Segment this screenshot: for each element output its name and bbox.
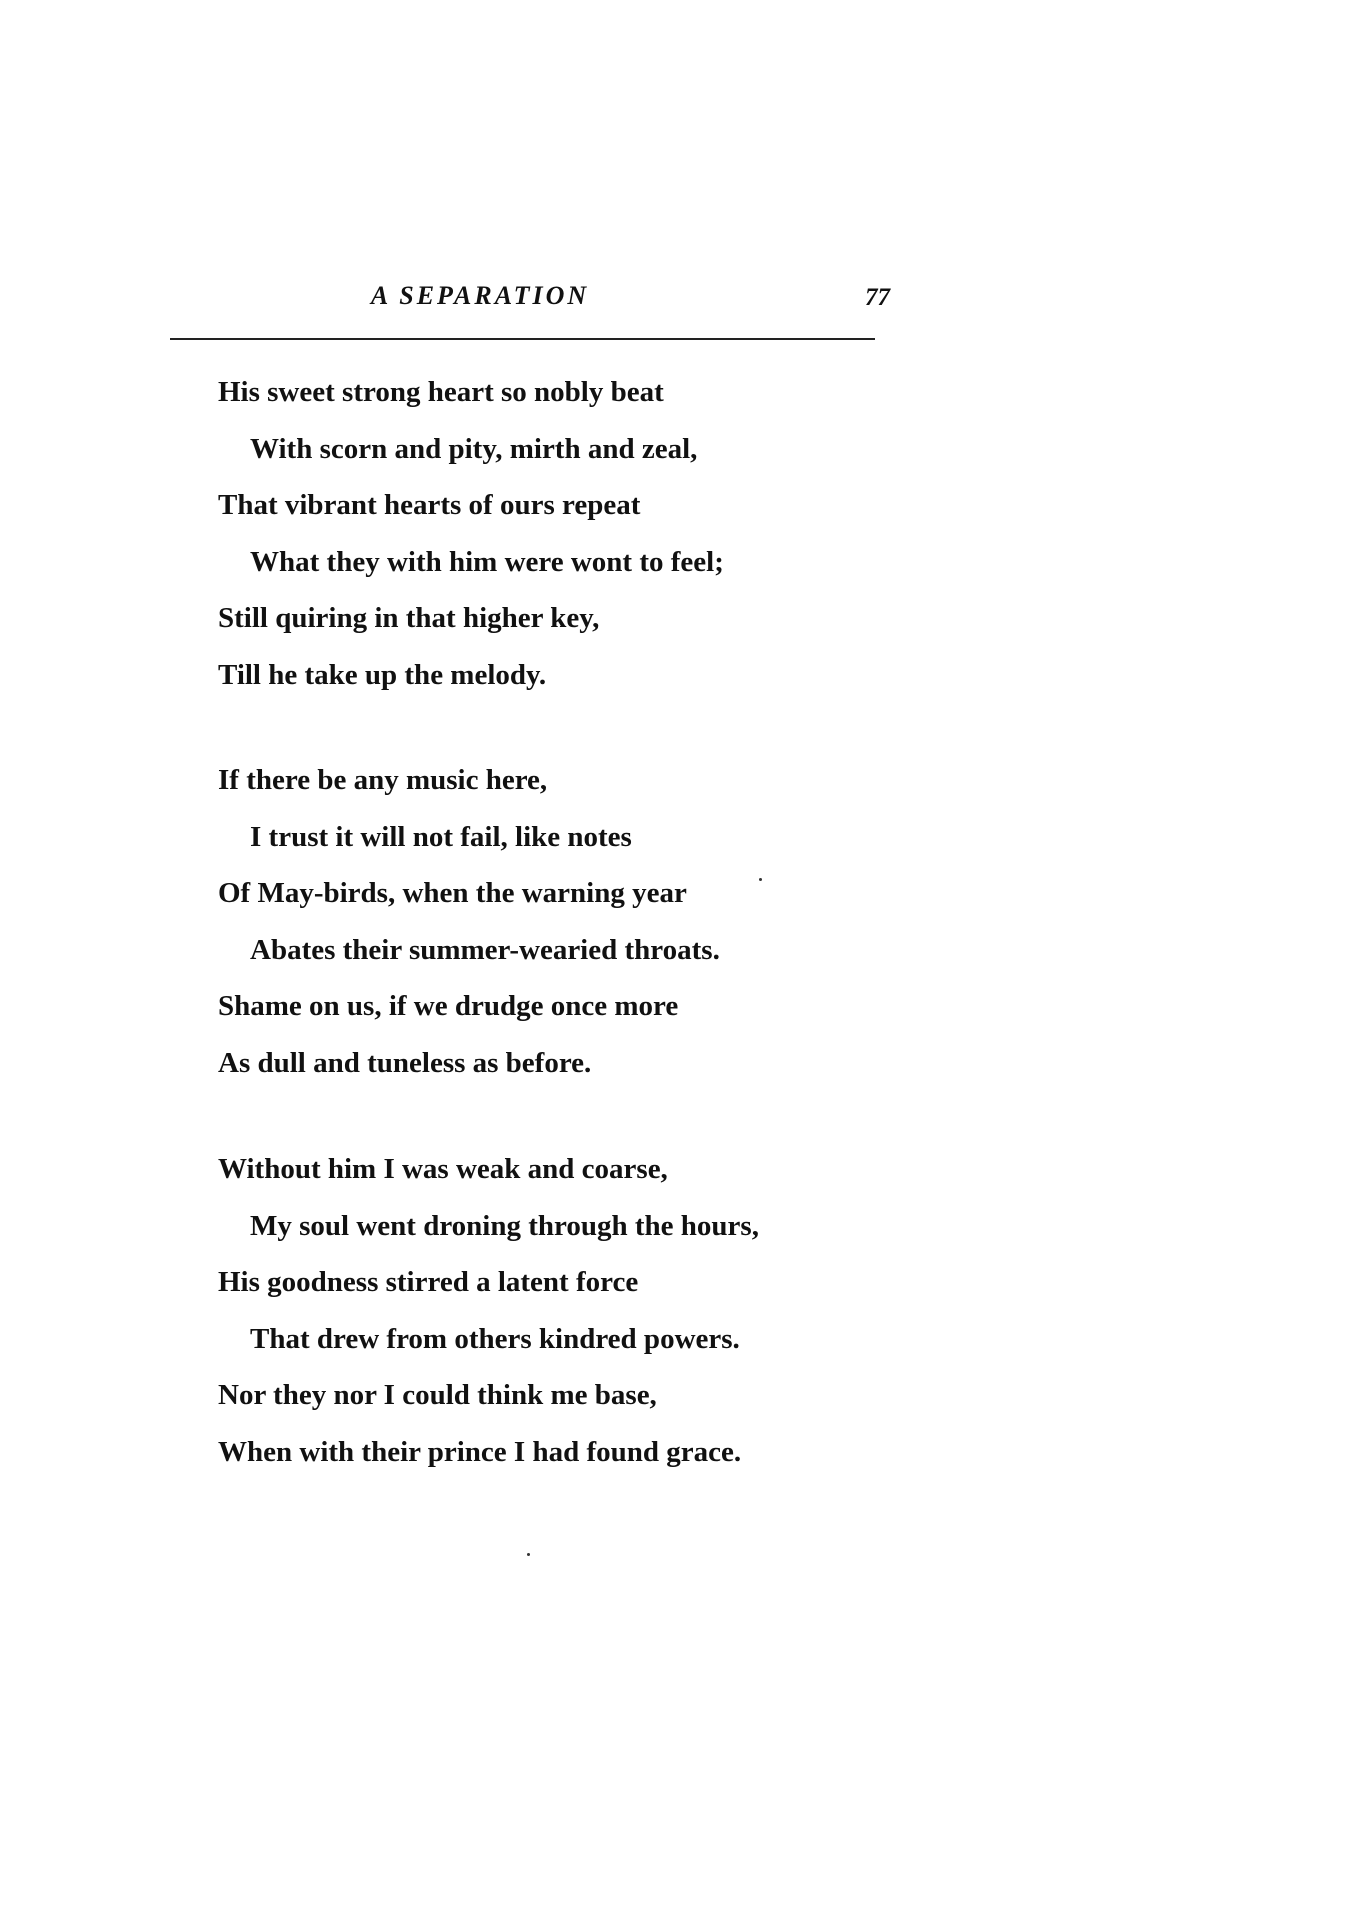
poem-line: Abates their summer-wearied throats. [250, 933, 720, 966]
page-number: 77 [865, 284, 890, 311]
running-title: A SEPARATION [370, 281, 590, 310]
poem-line: Still quiring in that higher key, [218, 602, 600, 634]
poem-line: His sweet strong heart so nobly beat [218, 376, 664, 408]
poem-line: When with their prince I had found grace. [218, 1435, 742, 1468]
poem-line: Till he take up the melody. [218, 658, 547, 691]
stanza-2 [218, 752, 858, 1091]
poem-line: His goodness stirred a latent force [218, 1266, 639, 1298]
scan-speck [759, 878, 762, 881]
poem-line: I trust it will not fail, like notes [250, 820, 632, 853]
poem-line: Without him I was weak and coarse, [218, 1153, 668, 1185]
poem-line: That vibrant hearts of ours repeat [218, 489, 641, 521]
header-rule [170, 338, 875, 340]
poem-line: My soul went droning through the hours, [250, 1209, 759, 1242]
stanza-1 [218, 364, 858, 703]
poem-line: Nor they nor I could think me base, [218, 1379, 657, 1411]
poem-line: That drew from others kindred powers. [250, 1322, 740, 1355]
scan-speck [527, 1553, 530, 1556]
poem-line: With scorn and pity, mirth and zeal, [250, 432, 698, 465]
poem-line: What they with him were wont to feel; [250, 545, 724, 578]
stanza-3 [218, 1141, 858, 1480]
poem-line: Of May-birds, when the warning year [218, 877, 687, 909]
poem-line: If there be any music here, [218, 764, 548, 796]
poem-line: Shame on us, if we drudge once more [218, 990, 679, 1022]
poem-line: As dull and tuneless as before. [218, 1046, 592, 1079]
